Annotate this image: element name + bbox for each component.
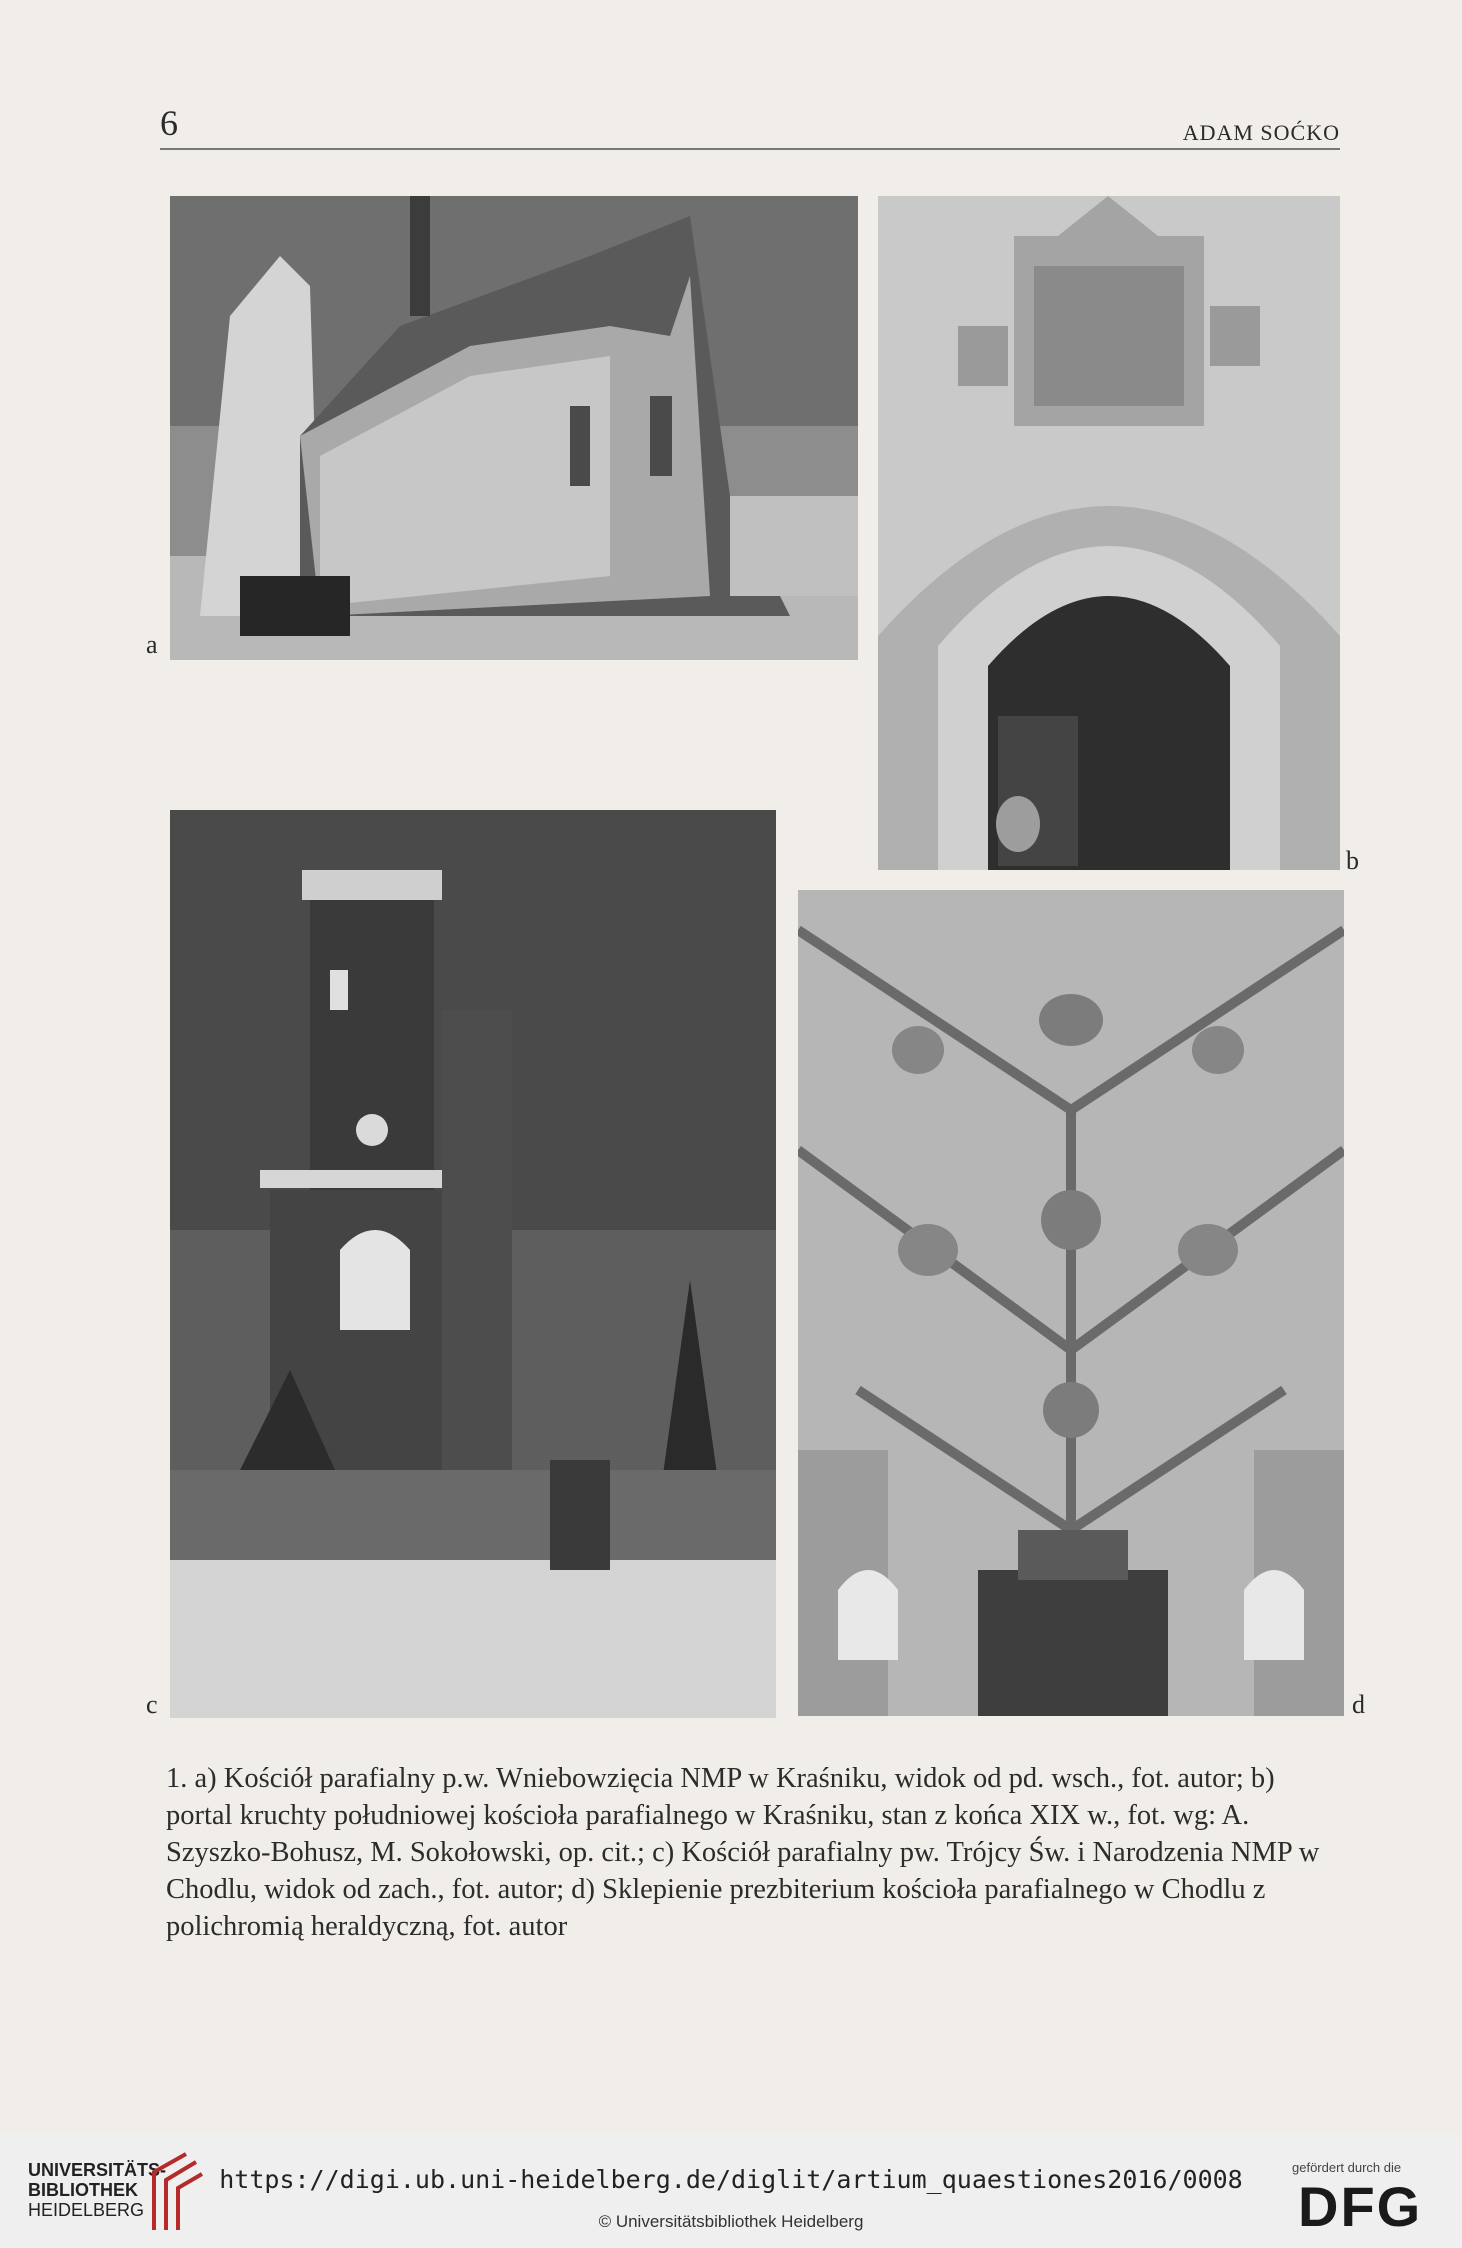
figure-label-a: a — [146, 630, 158, 659]
photo-c-tower — [170, 810, 776, 1718]
dfg-funding-note: gefördert durch die — [1292, 2160, 1402, 2175]
library-name-line1: UNIVERSITÄTS- — [28, 2160, 167, 2180]
copyright-notice: © Universitätsbibliothek Heidelberg — [598, 2212, 864, 2231]
figure-label-c: c — [146, 1690, 158, 1719]
figure-label-d: d — [1352, 1690, 1365, 1719]
library-name-line2: BIBLIOTHEK — [28, 2180, 138, 2200]
photo-d-vault — [798, 890, 1344, 1716]
library-name-line3: HEIDELBERG — [28, 2200, 145, 2220]
photo-b-portal — [878, 196, 1340, 870]
header-rule — [160, 148, 1340, 150]
figure-caption: 1. a) Kościół parafialny p.w. Wniebowzięcia NMP w Kraśniku, widok od pd. wsch., fot. autor; b) portal kruchty południowej kościoła parafialnego w Kraśniku, stan z końca XIX w., fot. wg: A. Szyszko-Bohusz, M. Sokołowski, op. cit.; c) Kościół parafialny pw. Trójcy Św. i Narodzenia NMP w Chodlu, widok od zach., fot. autor; d) Sklepienie prezbiterium kościoła parafialnego w Chodlu z polichromią heraldyczną, fot. autor — [166, 1763, 1320, 1942]
figure-label-b: b — [1346, 846, 1359, 875]
source-url-link[interactable]: https://digi.ub.uni-heidelberg.de/diglit/artium_quaestiones2016/0008 — [219, 2165, 1243, 2194]
page-number: 6 — [160, 103, 178, 143]
dfg-logo: DFG — [1298, 2175, 1423, 2238]
photo-a-church-exterior — [170, 196, 858, 660]
running-head: ADAM SOĆKO — [1182, 120, 1340, 145]
